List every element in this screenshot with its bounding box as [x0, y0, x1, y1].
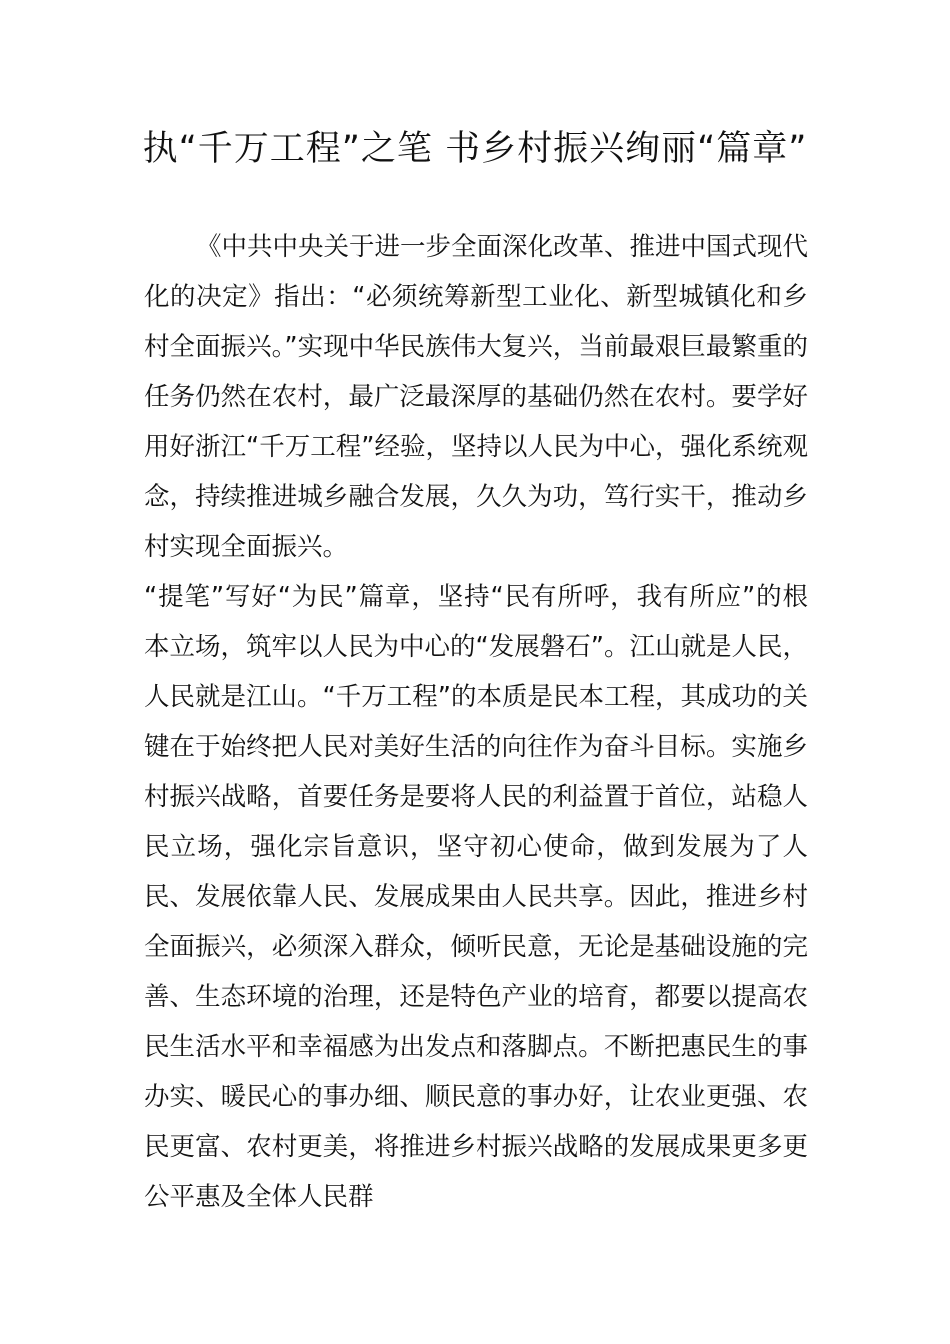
document-body — [144, 222, 808, 1222]
paragraph-1: 《中共中央关于进一步全面深化改革、推进中国式现代化的决定》指出：“必须统筹新型工业化、新型城镇化和乡村全面振兴。”实现中华民族伟大复兴，当前最艰巨最繁重的任务仍然在农村，最广泛最深厚的基础仍然在农村。要学好用好浙江“千万工程”经验，坚持以人民为中心，强化系统观念，持续推进城乡融合发展，久久为功，笃行实干，推动乡村实现全面振兴。 — [144, 232, 809, 562]
paragraph-2: “提笔”写好“为民”篇章，坚持“民有所呼，我有所应”的根本立场，筑牢以人民为中心的“发展磐石”。江山就是人民，人民就是江山。“千万工程”的本质是民本工程，其成功的关键在于始终把人民对美好生活的向往作为奋斗目标。实施乡村振兴战略，首要任务是要将人民的利益置于首位，站稳人民立场，强化宗旨意识，坚守初心使命，做到发展为了人民、发展依靠人民、发展成果由人民共享。因此，推进乡村全面振兴，必须深入群众，倾听民意，无论是基础设施的完善、生态环境的治理，还是特色产业的培育，都要以提高农民生活水平和幸福感为出发点和落脚点。不断把惠民生的事办实、暖民心的事办细、顺民意的事办好，让农业更强、农民更富、农村更美，将推进乡村振兴战略的发展成果更多更公平惠及全体人民群 — [144, 582, 808, 1212]
document-title: 执“千万工程”之笔 书乡村振兴绚丽“篇章” — [142, 129, 808, 169]
